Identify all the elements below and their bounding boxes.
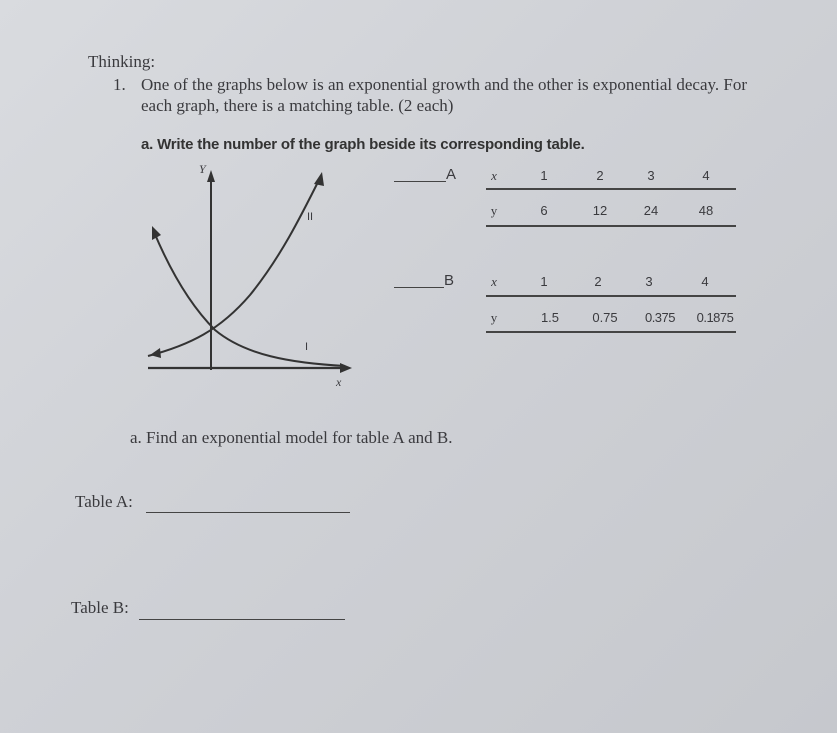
table-b-bottom-rule <box>486 331 736 333</box>
table-a-x-header: x <box>491 168 497 183</box>
curve-growth-label: II <box>307 211 314 223</box>
table-b-y-value: 1.5 <box>540 310 560 325</box>
table-b-answer-blank[interactable] <box>394 287 444 288</box>
table-b-x-value: 4 <box>701 274 709 289</box>
table-b-x-value: 3 <box>645 274 653 289</box>
y-axis-label: Y <box>199 162 206 176</box>
question-number: 1. <box>113 75 126 94</box>
table-a-y-value: 6 <box>540 203 548 218</box>
table-b-x-value: 1 <box>540 274 548 289</box>
table-a-answer-label: Table A: <box>75 492 133 511</box>
table-b-answer-label: Table B: <box>71 598 129 617</box>
table-b-y-value: 0.75 <box>592 310 618 325</box>
table-a-y-value: 48 <box>698 203 714 218</box>
table-b-x-header: x <box>491 274 497 289</box>
table-b-x-value: 2 <box>594 274 602 289</box>
part-a-instruction: a. Write the number of the graph beside its corresponding table. <box>141 136 585 153</box>
table-a-x-value: 1 <box>540 168 548 183</box>
table-b-divider <box>486 295 736 297</box>
exponential-graph <box>140 160 360 395</box>
table-b-label: B <box>444 272 455 289</box>
table-a-answer-blank[interactable] <box>394 181 446 182</box>
table-a-x-value: 2 <box>596 168 604 183</box>
table-a-y-value: 24 <box>643 203 659 218</box>
table-b-y-value: 0.375 <box>644 310 676 325</box>
table-a-label: A <box>446 166 457 183</box>
table-a-x-value: 4 <box>702 168 710 183</box>
question-text-line2: each graph, there is a matching table. (2 each) <box>141 96 454 115</box>
part-b-instruction: a. Find an exponential model for table A and B. <box>130 428 453 447</box>
table-b-answer-line[interactable] <box>139 619 345 620</box>
question-text-line1: One of the graphs below is an exponential growth and the other is exponential decay. For <box>141 75 748 94</box>
table-a-answer-line[interactable] <box>146 512 350 513</box>
x-axis-label: x <box>336 375 342 389</box>
table-b-y-value: 0.1875 <box>696 310 734 325</box>
table-a-divider <box>486 188 736 190</box>
curve-decay-label: I <box>305 341 309 353</box>
table-a-bottom-rule <box>486 225 736 227</box>
table-b-y-header: y <box>490 310 498 325</box>
heading: Thinking: <box>88 52 156 71</box>
table-a-x-value: 3 <box>647 168 655 183</box>
table-a-y-header: y <box>490 203 498 218</box>
table-a-y-value: 12 <box>592 203 608 218</box>
